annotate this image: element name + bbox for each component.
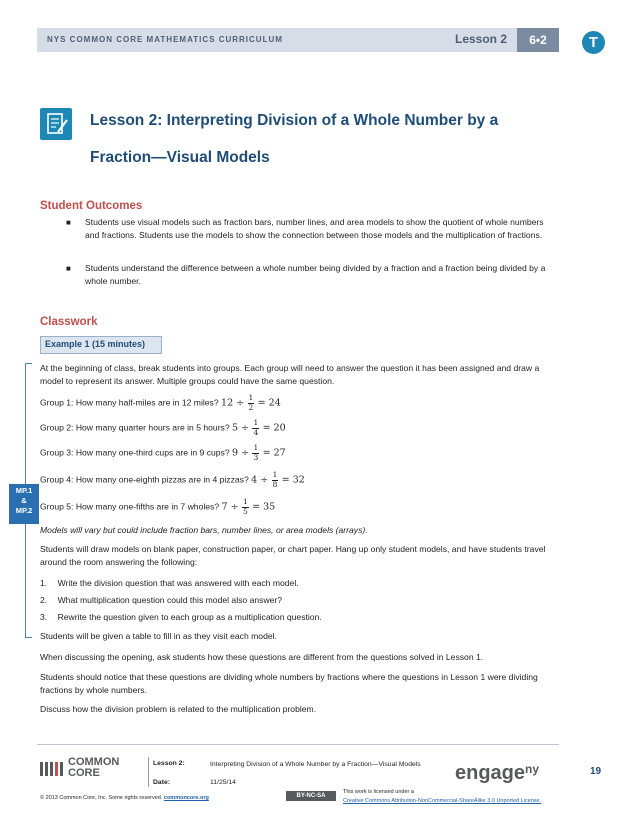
margin-bracket-top xyxy=(25,363,32,364)
header-lesson: Lesson 2 xyxy=(455,32,508,46)
result: = 20 xyxy=(262,422,286,434)
denominator: 4 xyxy=(253,427,259,437)
group-question-text: Group 4: How many one-eighth pizzas are in 4 pizzas? xyxy=(40,474,249,485)
fraction xyxy=(248,394,255,412)
example-label-box xyxy=(40,336,162,354)
copyright-text: © 2013 Common Core, Inc. Some rights reserved. xyxy=(40,795,163,801)
group-question-text: Group 2: How many quarter hours are in 5 hours? xyxy=(40,422,230,433)
denominator: 2 xyxy=(248,402,254,412)
table-note: Students will be given a table to fill in as they visit each model. xyxy=(40,631,277,641)
curriculum-name: NYS COMMON CORE MATHEMATICS CURRICULUM xyxy=(47,35,283,44)
instructions: Students will draw models on blank paper, construction paper, or chart paper. Hang up only student models, and have students travel around the room answering the following: xyxy=(40,544,546,567)
group-question-text: Group 5: How many one-fifths are in 7 wholes? xyxy=(40,501,220,512)
step-text: Rewrite the question given to each group as a multiplication question. xyxy=(57,612,322,622)
lesson-title-line-2: Fraction—Visual Models xyxy=(90,149,270,166)
student-outcomes-heading: Student Outcomes xyxy=(40,200,143,212)
fraction xyxy=(252,444,259,462)
mp-line: & xyxy=(21,496,27,505)
result: = 35 xyxy=(252,501,276,513)
dividend: 4 xyxy=(251,474,258,486)
group-question: Group 1: How many half-miles are in 12 miles? 12 ÷ $\frac{1}{2}$ = 24 xyxy=(40,393,281,412)
lesson-notebook-icon xyxy=(40,108,72,140)
group-question-text: Group 3: How many one-third cups are in 9 cups? xyxy=(40,447,230,458)
group-question: Group 4: How many one-eighth pizzas are in 4 pizzas? 4 ÷ $\frac{1}{8}$ = 32 xyxy=(40,470,305,489)
step-item xyxy=(40,611,560,624)
step-text: What multiplication question could this model also answer? xyxy=(57,595,283,605)
step-number: 1. xyxy=(40,578,48,588)
bullet-icon: ■ xyxy=(66,218,71,227)
outcome-text: Students use visual models such as fraction bars, number lines, and area models to show the quotient of whole numbers and fractions. Students use the models to show the connection between those models and the multiplication of fractions. xyxy=(85,217,544,240)
bullet-icon: ■ xyxy=(66,264,71,273)
denominator: 5 xyxy=(242,506,248,516)
logo-line: CORE xyxy=(68,767,100,779)
classwork-intro: At the beginning of class, break students into groups. Each group will need to answer the question it has been assigned and draw a model to represent its answer. Multiple groups could have the same question. xyxy=(40,363,540,386)
example-label: Example 1 (15 minutes) xyxy=(45,339,146,349)
outcome-text: Students understand the difference between a whole number being divided by a fraction and a fraction being divided by a whole number. xyxy=(85,263,546,286)
outcome-item xyxy=(0,218,638,258)
fraction xyxy=(272,471,279,489)
common-core-logo-icon xyxy=(40,762,66,776)
brand-suffix: ny xyxy=(525,762,540,776)
copyright-link[interactable]: commoncore.org xyxy=(163,795,209,801)
page-header xyxy=(37,28,559,52)
license-link[interactable]: Creative Commons Attribution-NonCommercial-ShareAlike 3.0 Unported License. xyxy=(343,798,542,804)
step-item xyxy=(40,577,560,590)
copyright xyxy=(40,795,209,801)
result: = 24 xyxy=(257,397,281,409)
discuss-opening: When discussing the opening, ask students how these questions are different from the questions solved in Lesson 1. xyxy=(40,652,484,662)
fraction xyxy=(252,419,259,437)
common-core-logo xyxy=(68,757,119,779)
cc-license-badge: BY-NC-SA xyxy=(286,791,336,801)
lesson-title-line-1: Lesson 2: Interpreting Division of a Whole Number by a xyxy=(90,112,499,129)
engageny-logo xyxy=(455,762,539,785)
footer-divider xyxy=(37,744,559,745)
brand-name: engage xyxy=(455,762,526,784)
logo-line: COMMON xyxy=(68,756,120,768)
grade-module-badge: 6•2 xyxy=(517,28,559,52)
group-question: Group 5: How many one-fifths are in 7 wholes? 7 ÷ $\frac{1}{5}$ = 35 xyxy=(40,497,276,516)
classwork-heading: Classwork xyxy=(40,316,98,328)
footer-date: 11/25/14 xyxy=(210,779,236,786)
result: = 32 xyxy=(281,474,305,486)
dividend: 7 xyxy=(221,501,228,513)
dividend: 5 xyxy=(232,422,239,434)
margin-bracket-bottom xyxy=(25,637,32,638)
footer-separator xyxy=(148,757,149,787)
page-number: 19 xyxy=(590,766,602,777)
group-question-text: Group 1: How many half-miles are in 12 miles? xyxy=(40,397,219,408)
numerator: 1 xyxy=(272,470,278,479)
teacher-edition-marker: T xyxy=(582,31,605,54)
step-number: 3. xyxy=(40,612,48,622)
dividend: 12 xyxy=(221,397,234,409)
footer-date-label: Date: xyxy=(153,779,170,786)
numerator: 1 xyxy=(253,418,259,427)
notice-text: Students should notice that these questions are dividing whole numbers by fractions where the questions in Lesson 1 were dividing fractions by whole numbers. xyxy=(40,672,538,695)
dividend: 9 xyxy=(232,447,239,459)
math-practice-badge xyxy=(9,484,39,524)
numerator: 1 xyxy=(253,443,259,452)
license-text: This work is licensed under a xyxy=(343,789,414,795)
mp-line: MP.2 xyxy=(15,506,33,515)
denominator: 3 xyxy=(253,452,259,462)
models-note: Models will vary but could include fraction bars, number lines, or area models (arrays). xyxy=(40,525,368,535)
group-question: Group 2: How many quarter hours are in 5 hours? 5 ÷ $\frac{1}{4}$ = 20 xyxy=(40,418,286,437)
numerator: 1 xyxy=(248,393,254,402)
numerator: 1 xyxy=(242,497,248,506)
group-question: Group 3: How many one-third cups are in 9 cups? 9 ÷ $\frac{1}{3}$ = 27 xyxy=(40,443,286,462)
step-text: Write the division question that was answered with each model. xyxy=(57,578,299,588)
mp-line: MP.1 xyxy=(15,486,33,495)
fraction xyxy=(242,498,249,516)
step-item xyxy=(40,594,560,607)
outcome-item xyxy=(0,264,638,292)
result: = 27 xyxy=(262,447,286,459)
denominator: 8 xyxy=(272,479,278,489)
step-number: 2. xyxy=(40,595,48,605)
footer-lesson-title: Interpreting Division of a Whole Number by a Fraction—Visual Models xyxy=(210,761,421,768)
discuss-relation: Discuss how the division problem is related to the multiplication problem. xyxy=(40,704,317,714)
footer-lesson-label: Lesson 2: xyxy=(153,760,185,767)
